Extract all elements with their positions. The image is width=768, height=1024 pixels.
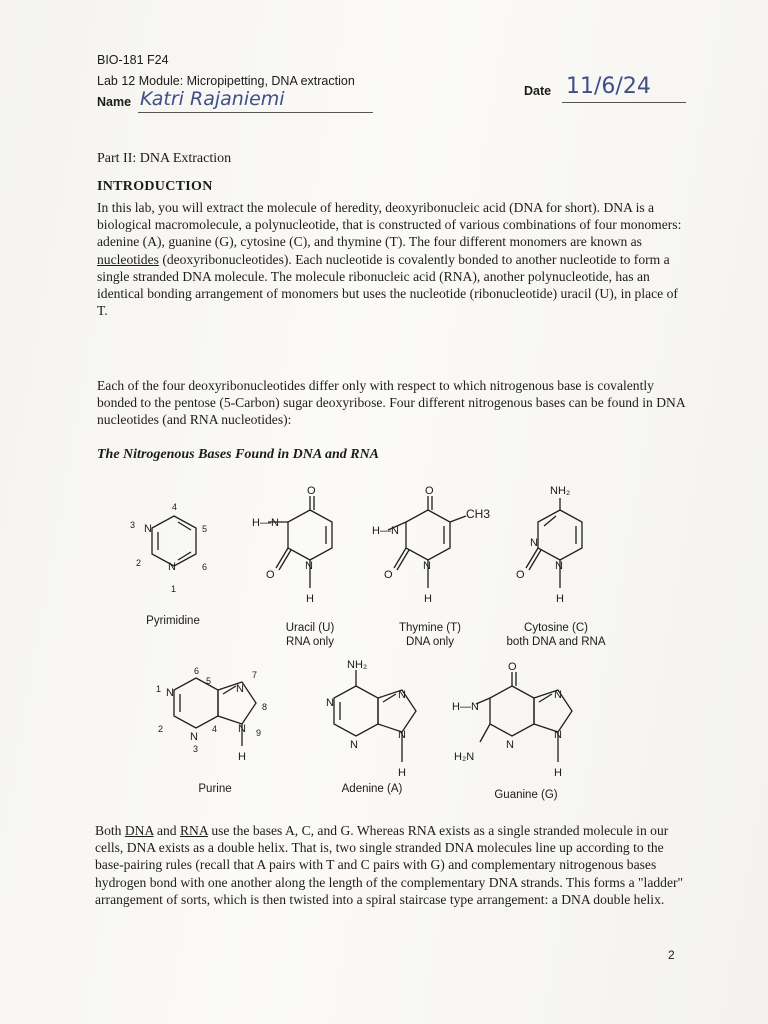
purine-h: H <box>238 751 246 763</box>
date-handwriting: 11/6/24 <box>566 74 651 99</box>
uracil-n1: N <box>305 560 313 572</box>
pyrimidine-num-4: 4 <box>172 502 178 512</box>
adenine-nh2: NH₂ <box>347 659 368 671</box>
cytosine-n1: N <box>555 560 563 572</box>
date-label: Date <box>524 84 552 98</box>
purine-num-3: 3 <box>193 744 199 754</box>
pyrimidine-num-5: 5 <box>202 524 208 534</box>
guanine-h: H <box>554 767 562 779</box>
thymine-h: H <box>424 593 432 605</box>
adenine-n7: N <box>398 689 406 701</box>
lab-title: Lab 12 Module: Micropipetting, DNA extraction <box>97 74 355 88</box>
purine-n7: N <box>236 683 244 695</box>
thymine-o4: O <box>425 485 434 497</box>
dna-term: DNA <box>124 823 154 838</box>
guanine-hn: H—N <box>452 701 479 713</box>
intro-paragraph-1 <box>97 199 689 319</box>
cytosine-n3: N <box>530 537 538 549</box>
uracil-o4: O <box>307 485 316 497</box>
uracil-label <box>262 621 358 649</box>
course-code: BIO-181 F24 <box>97 53 169 67</box>
cytosine-note: both DNA and RNA <box>506 636 606 648</box>
purine-num-6: 6 <box>194 666 200 676</box>
closing-text-b: use the bases A, C, and G. Whereas RNA exists as a single stranded molecule in our cells, DNA exists as a double helix. That is, two single stranded DNA molecules line up according to the base-pairing rules (recall that A pairs with T and C pairs with G) and complementary nitrogenous bases hydrogen bond with one another along the length of the complementary DNA strands. This forms a "ladder" arrangement of sorts, which is then twisted into a spiral staircase type arrangement: a DNA double helix. <box>95 823 684 907</box>
thymine-hn: H—N <box>372 525 399 537</box>
intro-paragraph-2: Each of the four deoxyribonucleotides differ only with respect to which nitrogenous base is covalently bonded to the pentose (5-Carbon) sugar deoxyribose. Four different nitrogenous bases can be found in DNA nucleotides (and RNA nucleotides): <box>97 378 685 428</box>
adenine-n1: N <box>326 697 334 709</box>
pyrimidine-num-2: 2 <box>136 558 142 568</box>
purine-n9: N <box>238 723 246 735</box>
thymine-methyl: CH3 <box>466 507 491 521</box>
guanine-n9: N <box>554 729 562 741</box>
purine-num-8: 8 <box>262 702 268 712</box>
pyrimidine-num-3: 3 <box>130 520 136 530</box>
pyrimidine-n1: N <box>168 561 176 573</box>
purine-num-4: 4 <box>212 724 218 734</box>
guanine-h2n: H₂N <box>454 751 475 763</box>
name-label: Name <box>97 95 132 109</box>
name-line <box>138 112 373 113</box>
purine-label: Purine <box>198 783 232 795</box>
thymine-label <box>380 621 480 649</box>
guanine-ring <box>490 686 534 736</box>
uracil-h: H <box>306 593 314 605</box>
thymine-note: DNA only <box>406 636 454 648</box>
closing-paragraph <box>95 822 685 908</box>
guanine-n3: N <box>506 739 514 751</box>
pyrimidine-label: Pyrimidine <box>146 615 200 627</box>
adenine-n9: N <box>398 729 406 741</box>
uracil-o2: O <box>266 569 275 581</box>
rna-term: RNA <box>179 823 208 838</box>
figure-title: The Nitrogenous Bases Found in DNA and RNA <box>97 447 380 462</box>
page-number: 2 <box>668 948 675 962</box>
adenine-h: H <box>398 767 406 779</box>
guanine-o6: O <box>508 661 517 673</box>
pyrimidine-n3: N <box>144 523 152 535</box>
guanine-label: Guanine (G) <box>494 789 558 801</box>
guanine-n7: N <box>554 689 562 701</box>
name-handwriting: Katri Rajaniemi <box>140 88 285 110</box>
pyrimidine-num-6: 6 <box>202 562 208 572</box>
purine-num-9: 9 <box>256 728 262 738</box>
thymine-name: Thymine (T) <box>399 622 461 634</box>
nucleotides-term: nucleotides <box>97 251 159 267</box>
purine-num-7: 7 <box>252 670 258 680</box>
closing-text-a: Both <box>95 823 125 838</box>
purine-num-5: 5 <box>206 676 212 686</box>
cytosine-o2: O <box>516 569 525 581</box>
cytosine-nh2: NH₂ <box>550 485 571 497</box>
uracil-hn: H—N <box>252 517 279 529</box>
thymine-n1: N <box>423 560 431 572</box>
pyrimidine-num-1: 1 <box>171 584 177 594</box>
intro-text-b: (deoxyribonucleotides). Each nucleotide is covalently bonded to another nucleotide to form a single stranded DNA molecule. The molecule ribonucleic acid (RNA), another polynucleotide, has an identical bonding arrangement of monomers but uses the nucleotide (ribonucleotide) uracil (U), in place of T. <box>97 251 678 319</box>
purine-n3: N <box>190 731 198 743</box>
cytosine-h: H <box>556 593 564 605</box>
intro-heading: INTRODUCTION <box>97 179 213 194</box>
closing-text-and: and <box>153 823 180 838</box>
purine-num-1: 1 <box>156 684 162 694</box>
uracil-note: RNA only <box>286 636 334 648</box>
purine-num-2: 2 <box>158 724 164 734</box>
section-title: Part II: DNA Extraction <box>97 151 232 166</box>
purine-n1: N <box>166 687 174 699</box>
cytosine-label <box>494 621 618 649</box>
intro-text-a: In this lab, you will extract the molecule of heredity, deoxyribonucleic acid (DNA for short). DNA is a biological macromolecule, a polynucleotide, that is constructed of various combinations of four monomers: adenine (A), guanine (G), cytosine (C), and thymine (T). The four different monomers are known as <box>97 200 682 250</box>
cytosine-name: Cytosine (C) <box>524 622 588 634</box>
date-line <box>562 102 686 103</box>
uracil-name: Uracil (U) <box>285 622 335 634</box>
adenine-label: Adenine (A) <box>341 783 403 795</box>
adenine-n3: N <box>350 739 358 751</box>
thymine-o2: O <box>384 569 393 581</box>
